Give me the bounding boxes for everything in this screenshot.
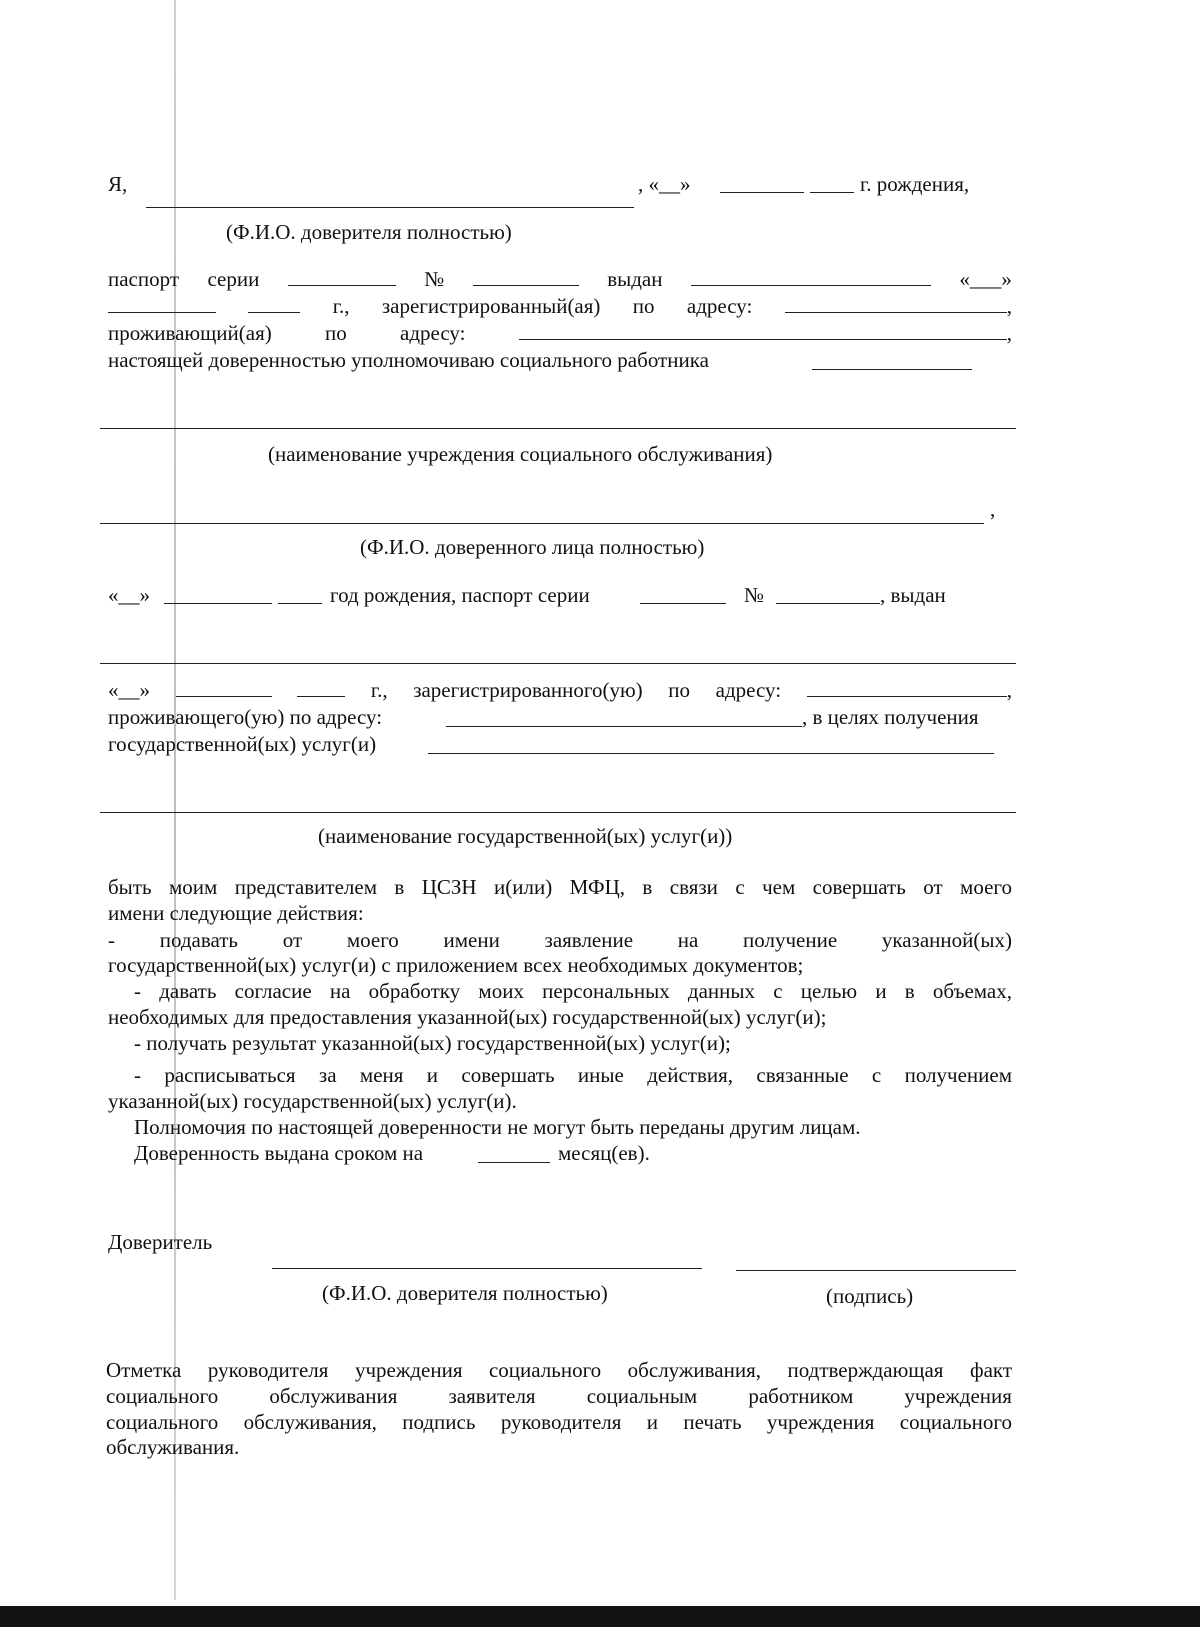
trustee-birth-text: год рождения, паспорт серии xyxy=(330,583,590,607)
note-text-3: социального обслуживания, подпись руководителя и печать учреждения социального xyxy=(106,1410,1012,1434)
trustee-issue-month-blank[interactable] xyxy=(176,678,272,697)
year-abbrev: г., xyxy=(332,294,350,318)
body-line-5 xyxy=(134,978,1012,1004)
services-name-blank[interactable] xyxy=(100,812,1016,813)
birth-month-blank[interactable] xyxy=(720,192,804,193)
word: подавать xyxy=(159,928,239,952)
body-text-10: Полномочия по настоящей доверенности не могут быть переданы другим лицам. xyxy=(134,1115,861,1139)
services-label: государственной(ых) услуг(и) xyxy=(108,732,377,756)
word: получение xyxy=(743,928,838,952)
body-text-7: - получать результат указанной(ых) государственной(ых) услуг(и); xyxy=(134,1031,731,1055)
caption-trustee: (Ф.И.О. доверенного лица полностью) xyxy=(360,535,705,559)
body-text-11a: Доверенность выдана сроком на xyxy=(134,1141,424,1165)
comma: , xyxy=(1006,294,1012,318)
registration-address-blank[interactable] xyxy=(785,294,1007,313)
services-blank[interactable] xyxy=(428,753,994,754)
trustee-address-word: адресу: xyxy=(715,678,782,702)
term-months-blank[interactable] xyxy=(478,1162,550,1163)
trustee-issuer-blank[interactable] xyxy=(100,663,1016,664)
trustee-issue-year-blank[interactable] xyxy=(297,678,345,697)
word: на xyxy=(677,928,699,952)
body-text-11b: месяц(ев). xyxy=(558,1141,650,1165)
word: заявителя xyxy=(448,1384,536,1408)
trustee-issue-day: «__» xyxy=(108,678,150,702)
trustee-birth-day: «__» xyxy=(108,583,150,607)
trustee-number-sign: № xyxy=(744,583,765,607)
social-worker-blank[interactable] xyxy=(812,369,972,370)
trustee-living-text: проживающего(ую) по адресу: xyxy=(108,705,383,729)
body-text-6: необходимых для предоставления указанной(ых) государственной(ых) услуг(и); xyxy=(108,1005,827,1029)
word: моего xyxy=(346,928,399,952)
caption-signature-name: (Ф.И.О. доверителя полностью) xyxy=(322,1281,608,1305)
trustee-living-address-blank[interactable] xyxy=(446,726,802,727)
body-text-2: имени следующие действия: xyxy=(108,901,364,925)
registered-word: зарегистрированный(ая) xyxy=(381,294,601,318)
institution-name-blank[interactable] xyxy=(100,428,1016,429)
address-word-2: адресу: xyxy=(400,321,466,345)
issued-word: выдан xyxy=(607,267,663,291)
note-text-1: Отметка руководителя учреждения социального обслуживания, подтверждающая факт xyxy=(106,1358,1012,1382)
body-text-4: государственной(ых) услуг(и) с приложением всех необходимых документов; xyxy=(108,953,804,977)
trustee-series-blank[interactable] xyxy=(640,603,726,604)
body-text-5: - давать согласие на обработку моих персональных данных с целью и в объемах, xyxy=(134,979,1012,1003)
trustee-birth-year-blank[interactable] xyxy=(278,603,322,604)
number-sign: № xyxy=(424,267,445,291)
word: социальным xyxy=(586,1384,698,1408)
comma: , xyxy=(1006,321,1012,345)
living-address-line xyxy=(108,320,1012,346)
passport-line-2 xyxy=(108,293,1012,319)
birth-suffix: г. рождения, xyxy=(860,172,970,196)
caption-principal-name: (Ф.И.О. доверителя полностью) xyxy=(226,220,512,244)
issue-year-blank[interactable] xyxy=(248,294,300,313)
trustee-registered-word: зарегистрированного(ую) xyxy=(413,678,643,702)
issue-month-blank[interactable] xyxy=(108,294,216,313)
word: от xyxy=(282,928,303,952)
note-line-2 xyxy=(106,1383,1012,1409)
trustee-purpose-text: , в целях получения xyxy=(802,705,979,729)
word: указанной(ых) xyxy=(881,928,1012,952)
series-word: серии xyxy=(207,267,260,291)
scan-bottom-edge xyxy=(0,1606,1200,1627)
caption-institution: (наименование учреждения социального обслуживания) xyxy=(268,442,773,466)
note-line-3 xyxy=(106,1409,1012,1435)
note-text-4: обслуживания. xyxy=(106,1435,240,1459)
trustee-registration-line xyxy=(108,677,1012,703)
word: имени xyxy=(443,928,500,952)
passport-number-blank[interactable] xyxy=(473,267,579,286)
comma: , xyxy=(1006,678,1012,702)
authorize-text: настоящей доверенностью уполномочиваю социального работника xyxy=(108,348,709,372)
body-text-8: - расписываться за меня и совершать иные действия, связанные с получением xyxy=(134,1063,1012,1087)
trustee-year-abbrev: г., xyxy=(370,678,388,702)
trustee-comma: , xyxy=(990,497,996,521)
living-address-blank[interactable] xyxy=(519,321,1007,340)
birth-day-label: , «__» xyxy=(638,172,691,196)
body-line-8 xyxy=(134,1062,1012,1088)
birth-year-blank[interactable] xyxy=(810,192,854,193)
at-word-2: по xyxy=(325,321,347,345)
address-word: адресу: xyxy=(686,294,753,318)
trustee-number-blank[interactable] xyxy=(776,603,880,604)
trustee-registration-address-blank[interactable] xyxy=(807,678,1007,697)
trustee-birth-month-blank[interactable] xyxy=(164,603,272,604)
signature-label: Доверитель xyxy=(108,1230,213,1254)
passport-series-blank[interactable] xyxy=(288,267,396,286)
body-line-3 xyxy=(108,927,1012,953)
caption-signature-sign: (подпись) xyxy=(826,1284,914,1308)
passport-line-1 xyxy=(108,266,1012,292)
caption-services: (наименование государственной(ых) услуг(и)) xyxy=(318,824,733,848)
living-word: проживающий(ая) xyxy=(108,321,272,345)
ya-label: Я, xyxy=(108,172,128,196)
dash: - xyxy=(108,928,115,952)
principal-name-blank[interactable] xyxy=(146,207,634,208)
trustee-issued: , выдан xyxy=(880,583,946,607)
signature-sign-blank[interactable] xyxy=(736,1270,1016,1271)
issue-day-quote: «___» xyxy=(959,267,1012,291)
body-text-1: быть моим представителем в ЦСЗН и(или) МФЦ, в связи с чем совершать от моего xyxy=(108,875,1012,899)
trustee-name-blank[interactable] xyxy=(100,523,984,524)
word: учреждения xyxy=(904,1384,1012,1408)
note-line-1 xyxy=(106,1357,1012,1383)
passport-issuer-blank[interactable] xyxy=(691,267,931,286)
body-line-1 xyxy=(108,874,1012,900)
body-text-9: указанной(ых) государственной(ых) услуг(и). xyxy=(108,1089,517,1113)
trustee-at-word: по xyxy=(668,678,691,702)
signature-name-blank[interactable] xyxy=(272,1268,702,1269)
at-word: по xyxy=(632,294,655,318)
passport-word: паспорт xyxy=(108,267,180,291)
word: работником xyxy=(748,1384,854,1408)
word: обслуживания xyxy=(269,1384,398,1408)
word: социального xyxy=(106,1384,219,1408)
word: заявление xyxy=(544,928,634,952)
